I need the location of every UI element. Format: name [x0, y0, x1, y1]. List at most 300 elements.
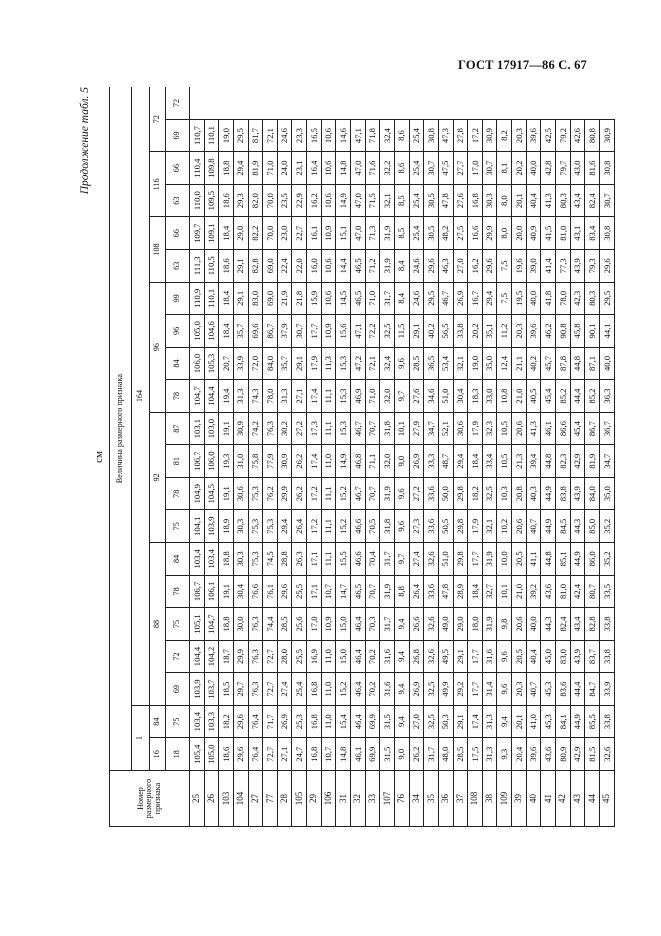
value-cell: 44,8 [541, 543, 556, 576]
value-cell: 24,6 [409, 282, 424, 315]
value-cell: 18,6 [219, 184, 234, 217]
value-cell: 47,2 [351, 347, 366, 380]
value-cell: 22,9 [292, 184, 307, 217]
value-cell: 29,1 [453, 705, 468, 738]
value-cell: 32,0 [380, 380, 395, 413]
value-cell: 23,5 [277, 184, 292, 217]
chest-group-header: 92 [150, 412, 166, 542]
value-cell: 29,4 [453, 445, 468, 478]
value-cell: 20,6 [512, 608, 527, 641]
column-header: 75 [166, 608, 190, 641]
value-cell: 41,0 [526, 705, 541, 738]
value-cell: 39,2 [526, 575, 541, 608]
value-cell: 10,1 [497, 575, 512, 608]
value-cell: 41,8 [541, 282, 556, 315]
value-cell: 11,1 [321, 380, 336, 413]
value-cell: 44,1 [599, 315, 614, 348]
value-cell: 20,3 [512, 673, 527, 706]
value-cell: 104,4 [204, 380, 219, 413]
value-cell: 106,0 [204, 445, 219, 478]
value-cell: 76,3 [248, 673, 263, 706]
value-cell: 15,1 [336, 217, 351, 250]
value-cell: 18,6 [219, 250, 234, 283]
value-cell: 29,9 [233, 640, 248, 673]
value-cell: 35,7 [233, 315, 248, 348]
value-cell: 48,0 [438, 738, 453, 771]
value-cell: 30,0 [233, 608, 248, 641]
value-cell: 81,0 [556, 575, 571, 608]
value-cell: 26,4 [292, 510, 307, 543]
value-cell: 48,2 [438, 217, 453, 250]
value-cell: 9,4 [497, 705, 512, 738]
value-cell: 103,9 [190, 673, 205, 706]
value-cell: 43,1 [570, 217, 585, 250]
table-row [468, 87, 483, 827]
value-cell: 79,3 [585, 250, 600, 283]
feature-number-cell: 40 [526, 771, 541, 827]
value-cell: 9,8 [497, 608, 512, 641]
value-cell: 17,0 [468, 152, 483, 185]
value-cell: 10,9 [321, 608, 336, 641]
value-cell: 31,9 [380, 477, 395, 510]
value-cell: 105,0 [204, 738, 219, 771]
value-cell: 15,0 [336, 608, 351, 641]
value-cell: 18,8 [219, 543, 234, 576]
value-cell: 18,9 [219, 510, 234, 543]
value-cell: 7,5 [497, 282, 512, 315]
column-header: 63 [166, 184, 190, 217]
value-cell: 20,4 [512, 738, 527, 771]
value-cell: 14,7 [336, 575, 351, 608]
value-cell: 83,7 [585, 640, 600, 673]
value-cell: 31,9 [380, 575, 395, 608]
value-cell: 85,2 [585, 380, 600, 413]
value-cell: 26,2 [409, 738, 424, 771]
column-header: 78 [166, 477, 190, 510]
value-cell: 71,8 [365, 119, 380, 152]
value-cell: 40,0 [526, 608, 541, 641]
value-cell: 11,1 [321, 477, 336, 510]
value-cell: 46,5 [351, 282, 366, 315]
table-row [424, 87, 439, 827]
value-cell: 29,0 [453, 608, 468, 641]
value-cell: 79,7 [556, 152, 571, 185]
value-cell: 43,6 [541, 738, 556, 771]
value-cell: 9,7 [394, 380, 409, 413]
value-cell: 27,9 [409, 412, 424, 445]
value-cell: 35,0 [599, 477, 614, 510]
value-cell: 33,8 [453, 315, 468, 348]
value-cell: 14,4 [336, 250, 351, 283]
column-header: 63 [166, 250, 190, 283]
value-cell: 56,5 [438, 315, 453, 348]
value-cell: 105,1 [190, 608, 205, 641]
value-cell: 49,5 [438, 640, 453, 673]
table-row [248, 87, 263, 827]
table-continuation-label: Продолжение табл. 5 [79, 87, 91, 195]
value-cell: 17,1 [307, 575, 322, 608]
value-cell: 50,3 [438, 705, 453, 738]
value-cell: 26,8 [409, 640, 424, 673]
value-cell: 30,3 [482, 184, 497, 217]
value-cell: 83,4 [585, 217, 600, 250]
value-cell: 44,4 [570, 380, 585, 413]
value-cell: 21,1 [512, 347, 527, 380]
value-cell: 111,3 [190, 250, 205, 283]
value-cell: 33,0 [482, 380, 497, 413]
value-cell: 72,0 [248, 347, 263, 380]
value-cell: 104,2 [204, 640, 219, 673]
value-cell: 35,1 [482, 315, 497, 348]
value-cell: 30,7 [482, 152, 497, 185]
unit-label: см [93, 451, 105, 463]
table-row [292, 87, 307, 827]
value-cell: 110,7 [190, 119, 205, 152]
value-cell: 36,7 [599, 412, 614, 445]
value-cell: 86,7 [585, 412, 600, 445]
value-cell: 45,4 [541, 380, 556, 413]
size-measurements-table [109, 87, 615, 827]
value-cell: 26,4 [409, 575, 424, 608]
value-cell: 80,3 [585, 282, 600, 315]
value-cell: 8,0 [497, 217, 512, 250]
value-cell: 29,8 [453, 477, 468, 510]
table-row [482, 87, 497, 827]
value-cell: 27,1 [292, 380, 307, 413]
value-cell: 76,1 [263, 575, 278, 608]
table-row [438, 87, 453, 827]
value-cell: 34,7 [599, 445, 614, 478]
table-row [336, 87, 351, 827]
value-cell: 19,5 [512, 282, 527, 315]
value-cell: 103,4 [190, 705, 205, 738]
value-cell: 45,8 [570, 315, 585, 348]
column-header: 69 [166, 119, 190, 152]
feature-number-cell: 32 [351, 771, 366, 827]
value-cell: 29,1 [233, 250, 248, 283]
table-row [512, 87, 527, 827]
value-cell: 30,7 [424, 152, 439, 185]
value-cell: 33,9 [233, 347, 248, 380]
value-cell: 46,5 [351, 250, 366, 283]
value-cell: 10,6 [321, 282, 336, 315]
value-cell: 104,6 [204, 315, 219, 348]
value-cell: 44,4 [570, 673, 585, 706]
value-cell: 42,4 [570, 575, 585, 608]
value-cell: 52,1 [438, 412, 453, 445]
value-cell: 103,4 [190, 543, 205, 576]
value-cell: 50,0 [438, 477, 453, 510]
value-cell: 30,2 [277, 412, 292, 445]
value-cell: 71,0 [263, 152, 278, 185]
value-cell: 31,5 [380, 738, 395, 771]
value-cell: 45,4 [570, 412, 585, 445]
value-cell: 70,7 [365, 575, 380, 608]
value-cell: 33,4 [482, 445, 497, 478]
value-cell: 27,4 [409, 543, 424, 576]
value-cell: 16,8 [307, 673, 322, 706]
value-cell: 103,3 [204, 705, 219, 738]
value-cell: 18,5 [219, 673, 234, 706]
value-cell: 32,6 [424, 640, 439, 673]
value-cell: 32,2 [380, 152, 395, 185]
value-cell: 15,2 [336, 510, 351, 543]
value-cell: 39,6 [526, 315, 541, 348]
value-cell: 46,8 [351, 445, 366, 478]
value-cell: 43,9 [570, 250, 585, 283]
table-row [497, 87, 512, 827]
value-cell: 16,2 [307, 184, 322, 217]
value-cell: 72,7 [263, 640, 278, 673]
value-cell: 15,9 [307, 282, 322, 315]
value-cell: 29,4 [277, 510, 292, 543]
value-cell: 103,7 [204, 673, 219, 706]
value-cell: 11,0 [321, 673, 336, 706]
value-cell: 10,6 [321, 184, 336, 217]
value-cell: 15,3 [336, 412, 351, 445]
value-cell: 72,1 [263, 119, 278, 152]
value-cell: 70,5 [365, 510, 380, 543]
value-cell: 26,9 [409, 445, 424, 478]
value-cell: 40,4 [526, 640, 541, 673]
value-cell: 29,8 [453, 510, 468, 543]
value-cell: 8,4 [394, 282, 409, 315]
value-cell: 30,9 [482, 119, 497, 152]
value-cell: 29,7 [233, 673, 248, 706]
table-row [351, 87, 366, 827]
value-cell: 25,4 [409, 152, 424, 185]
value-cell: 10,5 [497, 445, 512, 478]
value-cell: 25,4 [409, 184, 424, 217]
value-cell: 86,7 [263, 315, 278, 348]
value-cell: 29,6 [277, 575, 292, 608]
value-cell: 46,7 [351, 412, 366, 445]
value-cell: 9,6 [497, 673, 512, 706]
value-cell: 103,0 [204, 412, 219, 445]
value-cell: 50,5 [438, 510, 453, 543]
feature-number-cell: 104 [233, 771, 248, 827]
table-row [556, 87, 571, 827]
value-cell: 51,0 [438, 543, 453, 576]
value-cell: 8,6 [394, 152, 409, 185]
value-cell: 71,5 [365, 184, 380, 217]
value-cell: 76,3 [248, 608, 263, 641]
value-cell: 69,9 [365, 738, 380, 771]
feature-number-cell: 38 [482, 771, 497, 827]
value-cell: 85,1 [556, 543, 571, 576]
value-cell: 30,4 [453, 380, 468, 413]
feature-number-cell: 105 [292, 771, 307, 827]
column-header: 72 [166, 87, 190, 119]
header-row-chest [150, 87, 166, 827]
value-cell: 80,7 [585, 575, 600, 608]
value-cell: 22,7 [292, 217, 307, 250]
value-cell: 26,2 [292, 477, 307, 510]
value-cell: 110,4 [190, 152, 205, 185]
value-cell: 70,0 [263, 184, 278, 217]
table-row [233, 87, 248, 827]
value-cell: 15,3 [336, 380, 351, 413]
value-cell: 9,4 [394, 673, 409, 706]
value-cell: 69,0 [263, 282, 278, 315]
value-cell: 10,3 [497, 477, 512, 510]
feature-number-cell: 37 [453, 771, 468, 827]
feature-number-cell: 109 [497, 771, 512, 827]
column-header: 72 [166, 640, 190, 673]
value-cell: 29,4 [482, 282, 497, 315]
value-cell: 10,9 [321, 217, 336, 250]
value-cell: 31,6 [482, 640, 497, 673]
value-cell: 35,2 [599, 543, 614, 576]
value-cell: 46,4 [351, 608, 366, 641]
value-cell: 44,9 [570, 543, 585, 576]
value-cell: 33,3 [424, 445, 439, 478]
value-cell: 46,7 [438, 282, 453, 315]
value-cell: 40,5 [526, 380, 541, 413]
value-cell: 45,3 [541, 705, 556, 738]
value-cell: 29,6 [233, 705, 248, 738]
value-cell: 26,2 [292, 445, 307, 478]
value-cell: 37,9 [277, 315, 292, 348]
value-cell: 76,4 [248, 705, 263, 738]
table-row [204, 87, 219, 827]
value-cell: 17,0 [307, 608, 322, 641]
value-cell: 11,3 [321, 347, 336, 380]
value-cell: 27,0 [409, 705, 424, 738]
value-cell: 40,0 [526, 152, 541, 185]
value-cell: 42,5 [541, 119, 556, 152]
value-cell: 19,0 [468, 347, 483, 380]
value-cell: 12,4 [497, 347, 512, 380]
value-cell: 20,5 [512, 543, 527, 576]
value-cell: 80,3 [556, 184, 571, 217]
value-cell: 87,8 [556, 347, 571, 380]
feature-number-cell: 33 [365, 771, 380, 827]
value-cell: 17,9 [468, 510, 483, 543]
value-cell: 20,1 [512, 705, 527, 738]
value-cell: 104,1 [190, 510, 205, 543]
value-cell: 29,6 [233, 738, 248, 771]
value-cell: 17,3 [307, 412, 322, 445]
feature-number-cell: 45 [599, 771, 614, 827]
value-cell: 17,2 [468, 119, 483, 152]
value-cell: 71,7 [263, 705, 278, 738]
value-cell: 82,4 [585, 184, 600, 217]
value-cell: 69,9 [365, 705, 380, 738]
value-cell: 20,3 [512, 315, 527, 348]
value-cell: 20,1 [512, 184, 527, 217]
column-header: 96 [166, 315, 190, 348]
value-cell: 49,9 [438, 673, 453, 706]
value-cell: 23,1 [292, 152, 307, 185]
table-row [190, 87, 205, 827]
value-cell: 16,4 [307, 152, 322, 185]
value-cell: 46,1 [351, 738, 366, 771]
value-cell: 19,1 [219, 477, 234, 510]
feature-number-cell: 25 [190, 771, 205, 827]
value-cell: 31,8 [380, 412, 395, 445]
value-cell: 10,6 [321, 152, 336, 185]
value-cell: 105,3 [204, 347, 219, 380]
value-cell: 26,6 [409, 608, 424, 641]
value-cell: 10,1 [394, 412, 409, 445]
value-cell: 75,3 [263, 510, 278, 543]
value-cell: 82,8 [248, 250, 263, 283]
value-cell: 27,4 [277, 673, 292, 706]
value-cell: 17,7 [307, 315, 322, 348]
value-cell: 8,4 [394, 250, 409, 283]
value-cell: 18,8 [219, 152, 234, 185]
value-cell: 27,2 [292, 412, 307, 445]
value-cell: 82,3 [556, 445, 571, 478]
value-cell: 109,1 [204, 217, 219, 250]
value-cell: 9,3 [497, 738, 512, 771]
value-cell: 44,8 [541, 445, 556, 478]
value-cell: 43,6 [541, 575, 556, 608]
value-cell: 78,0 [556, 282, 571, 315]
value-cell: 27,3 [409, 510, 424, 543]
value-cell: 85,5 [585, 705, 600, 738]
value-cell: 30,9 [599, 119, 614, 152]
value-cell: 29,6 [482, 250, 497, 283]
value-cell: 74,3 [248, 380, 263, 413]
value-cell: 29,4 [233, 152, 248, 185]
value-cell: 110,0 [190, 184, 205, 217]
value-cell: 79,2 [556, 119, 571, 152]
value-cell: 36,5 [424, 347, 439, 380]
value-cell: 11,0 [321, 640, 336, 673]
value-cell: 17,7 [468, 673, 483, 706]
value-cell: 29,5 [424, 282, 439, 315]
value-cell: 31,5 [380, 705, 395, 738]
value-cell: 16,9 [307, 640, 322, 673]
value-cell: 21,8 [292, 282, 307, 315]
value-cell: 85,0 [585, 510, 600, 543]
value-cell: 11,1 [321, 543, 336, 576]
value-cell: 110,1 [204, 119, 219, 152]
value-cell: 30,9 [277, 445, 292, 478]
value-cell: 86,6 [556, 412, 571, 445]
value-cell: 18,8 [219, 608, 234, 641]
value-cell: 18,6 [219, 738, 234, 771]
value-cell: 25,5 [292, 640, 307, 673]
value-cell: 20,2 [512, 152, 527, 185]
value-cell: 27,1 [277, 738, 292, 771]
chest-group-header: 72 [150, 87, 166, 152]
value-cell: 21,0 [512, 575, 527, 608]
value-cell: 47,0 [351, 217, 366, 250]
value-cell: 11,5 [394, 315, 409, 348]
value-cell: 7,5 [497, 250, 512, 283]
value-cell: 45,3 [541, 673, 556, 706]
chest-group-header: 108 [150, 217, 166, 282]
value-cell: 71,2 [365, 250, 380, 283]
table-row [263, 87, 278, 827]
value-cell: 70,7 [365, 477, 380, 510]
value-cell: 30,5 [424, 217, 439, 250]
value-cell: 8,8 [394, 575, 409, 608]
value-cell: 29,6 [599, 250, 614, 283]
value-cell: 72,7 [263, 738, 278, 771]
value-cell: 14,6 [336, 119, 351, 152]
value-cell: 41,4 [541, 250, 556, 283]
value-cell: 11,0 [321, 705, 336, 738]
value-cell: 27,7 [453, 152, 468, 185]
value-cell: 33,9 [599, 673, 614, 706]
value-cell: 10,5 [497, 412, 512, 445]
value-cell: 21,9 [277, 282, 292, 315]
value-cell: 46,4 [351, 640, 366, 673]
